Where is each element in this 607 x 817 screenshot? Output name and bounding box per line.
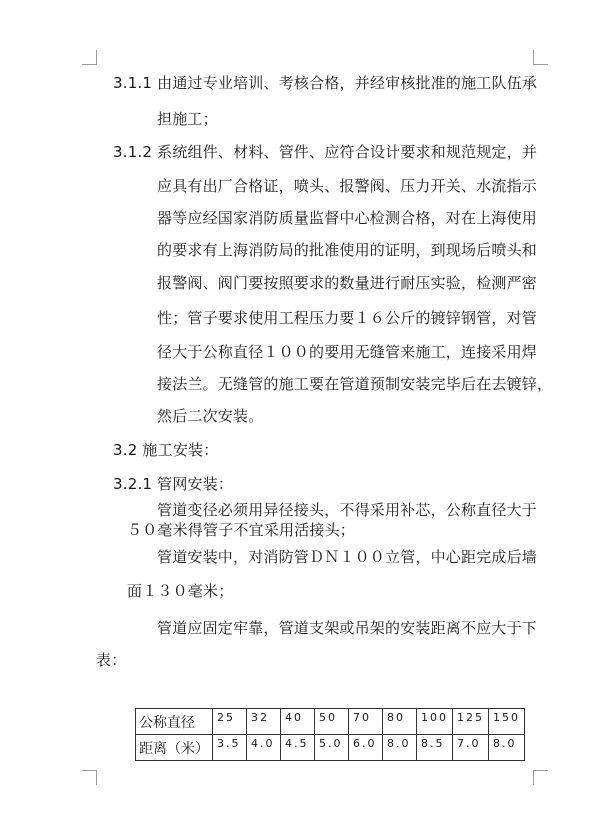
table-cell: 40 (281, 709, 315, 735)
text-line: 3.1.2 系统组件、材料、管件、应符合设计要求和规范规定，并 (113, 143, 538, 161)
table-cell: 80 (383, 709, 417, 735)
text-line: ５０毫米得管子不宜采用活接头； (127, 521, 356, 539)
table-cell: 8.5 (417, 735, 453, 761)
crop-mark-top-right (533, 50, 548, 65)
table-cell: 70 (349, 709, 383, 735)
text-line: 担施工； (157, 110, 218, 128)
text-line: 管道变径必须用异径接头，不得采用补芯，公称直径大于 (157, 501, 538, 519)
support-spacing-table (135, 708, 525, 761)
text-line: 管道安装中，对消防管ＤＮ１００立管，中心距完成后墙 (157, 548, 538, 566)
text-line: 面１３０毫米； (127, 582, 234, 600)
table-cell: 4.5 (281, 735, 315, 761)
table-cell: 25 (213, 709, 247, 735)
table-cell: 6.0 (349, 735, 383, 761)
crop-mark-bottom-left (82, 770, 97, 785)
table-cell: 3.5 (213, 735, 247, 761)
text-line: 管道应固定牢靠，管道支架或吊架的安装距离不应大于下 (157, 619, 538, 637)
table-cell: 8.0 (383, 735, 417, 761)
crop-mark-top-left (82, 50, 97, 65)
text-line: 表： (96, 651, 127, 669)
table-cell: 100 (417, 709, 453, 735)
text-line: 3.1.1 由通过专业培训、考核合格，并经审核批准的施工队伍承 (113, 74, 538, 92)
text-line: 报警阀、阀门要按照要求的数量进行耐压实验，检测严密 (157, 274, 538, 292)
text-line: 的要求有上海消防局的批准使用的证明，到现场后喷头和 (157, 241, 538, 259)
crop-mark-bottom-right (533, 770, 548, 785)
table-cell: 150 (489, 709, 525, 735)
table-row (136, 709, 525, 735)
row-header-distance: 距离（米） (136, 735, 213, 761)
table-row (136, 735, 525, 761)
table-cell: 5.0 (315, 735, 349, 761)
table-cell: 4.0 (247, 735, 281, 761)
row-header-diameter: 公称直径 (136, 709, 213, 735)
text-line: 然后二次安装。 (157, 407, 264, 425)
table-cell: 125 (453, 709, 489, 735)
text-line: 应具有出厂合格证，喷头、报警阀、压力开关、水流指示 (157, 177, 538, 195)
text-line: 器等应经国家消防质量监督中心检测合格，对在上海使用 (157, 209, 538, 227)
text-line: 接法兰。无缝管的施工要在管道预制安装完毕后在去镀锌， (157, 375, 553, 393)
table-cell: 32 (247, 709, 281, 735)
section-heading: 3.2 施工安装： (113, 441, 219, 459)
table-cell: 8.0 (489, 735, 525, 761)
table-cell: 50 (315, 709, 349, 735)
text-line: 径大于公称直径１００的要用无缝管来施工，连接采用焊 (157, 343, 538, 361)
text-line: 性；管子要求使用工程压力要１６公斤的镀锌钢管，对管 (157, 309, 538, 327)
subsection-heading: 3.2.1 管网安装： (113, 475, 234, 493)
table-cell: 7.0 (453, 735, 489, 761)
